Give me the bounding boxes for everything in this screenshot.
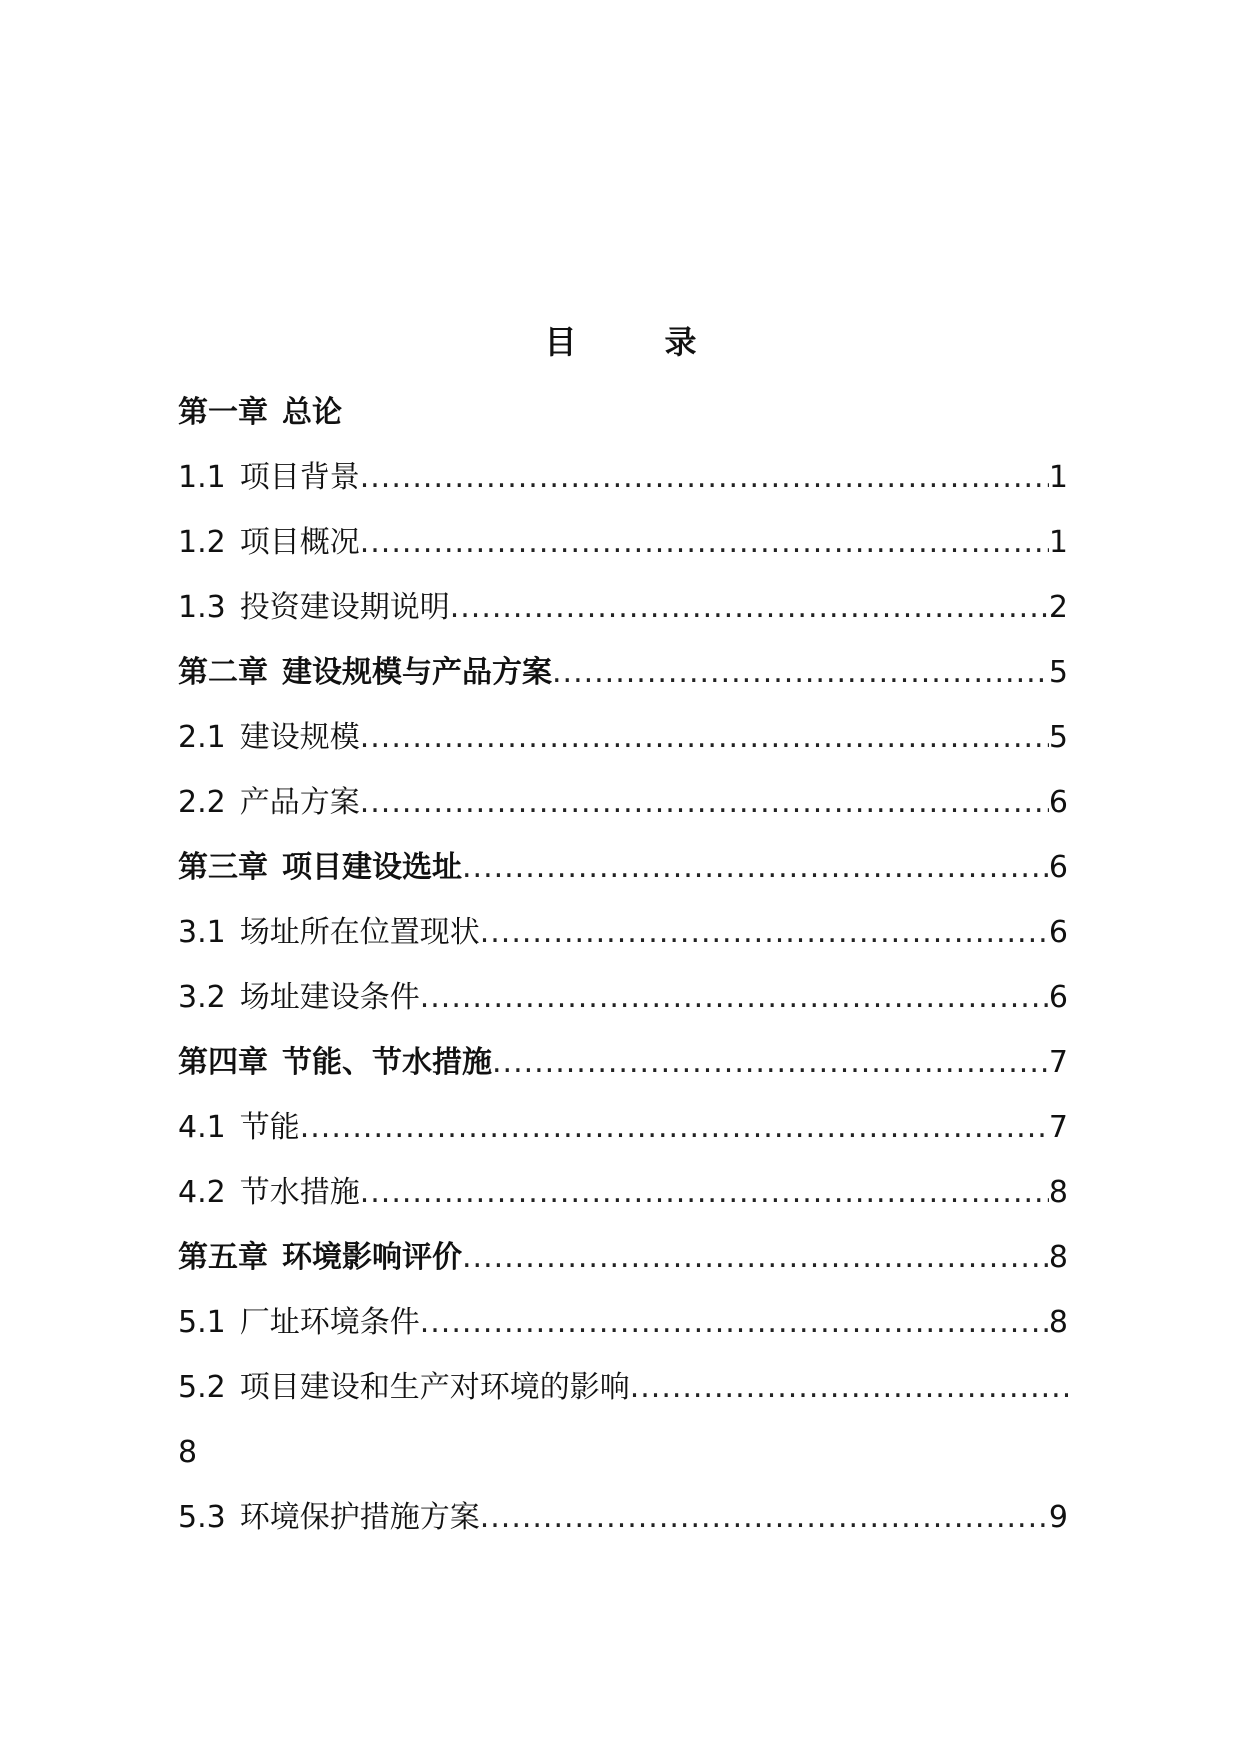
toc-wrapped-page-line[interactable] bbox=[178, 1420, 1068, 1485]
toc-entry-number: 1.3 bbox=[178, 590, 226, 625]
toc-entry-label bbox=[178, 445, 360, 510]
toc-page-number: 5 bbox=[1048, 655, 1068, 690]
toc-page-number: 5 bbox=[1048, 720, 1068, 755]
toc-page-number: 6 bbox=[1048, 915, 1068, 950]
toc-entry-text: 项目概况 bbox=[239, 525, 360, 560]
toc-entry-text: 节能 bbox=[239, 1110, 300, 1145]
toc-entry-number: 2.1 bbox=[178, 720, 226, 755]
toc-entry-text: 产品方案 bbox=[239, 785, 360, 820]
toc-entry-number: 4.1 bbox=[178, 1110, 226, 1145]
toc-entry-label bbox=[178, 835, 462, 900]
toc-entry-number: 第二章 bbox=[178, 655, 268, 690]
toc-entry-number: 2.2 bbox=[178, 785, 226, 820]
toc-entry-text: 厂址环境条件 bbox=[239, 1305, 420, 1340]
toc-chapter-entry[interactable] bbox=[178, 640, 1068, 705]
toc-entry-number: 5.1 bbox=[178, 1305, 226, 1340]
toc-leader-dots bbox=[360, 510, 1049, 575]
toc-entry-text: 环境影响评价 bbox=[282, 1240, 462, 1275]
toc-entry-number: 1.1 bbox=[178, 460, 226, 495]
toc-entry-text: 环境保护措施方案 bbox=[239, 1500, 480, 1535]
toc-section-entry[interactable] bbox=[178, 1290, 1068, 1355]
toc-entry-number: 3.2 bbox=[178, 980, 226, 1015]
toc-entry-label bbox=[178, 705, 360, 770]
toc-entry-label bbox=[178, 575, 450, 640]
toc-entry-text: 节水措施 bbox=[239, 1175, 360, 1210]
toc-section-entry[interactable] bbox=[178, 770, 1068, 835]
toc-leader-dots bbox=[420, 965, 1049, 1030]
toc-section-entry[interactable] bbox=[178, 965, 1068, 1030]
toc-section-entry[interactable] bbox=[178, 900, 1068, 965]
toc-leader-dots bbox=[480, 900, 1049, 965]
toc-page-number: 1 bbox=[1048, 525, 1068, 560]
toc-leader-dots bbox=[360, 770, 1049, 835]
toc-entry-label bbox=[178, 1160, 360, 1225]
toc-page-number: 7 bbox=[1048, 1110, 1068, 1145]
toc-section-entry[interactable] bbox=[178, 705, 1068, 770]
toc-page-number: 8 bbox=[178, 1435, 198, 1470]
toc-entry-number: 第一章 bbox=[178, 395, 268, 430]
toc-entry-text: 建设规模 bbox=[239, 720, 360, 755]
toc-leader-dots bbox=[300, 1095, 1049, 1160]
toc-entry-label bbox=[178, 965, 420, 1030]
toc-entry-number: 5.3 bbox=[178, 1500, 226, 1535]
toc-leader-dots bbox=[492, 1030, 1049, 1095]
toc-section-entry[interactable] bbox=[178, 1095, 1068, 1160]
toc-leader-dots bbox=[552, 640, 1049, 705]
toc-section-entry[interactable] bbox=[178, 1160, 1068, 1225]
toc-entry-label bbox=[178, 1030, 492, 1095]
toc-leader-dots bbox=[630, 1355, 1068, 1420]
toc-leader-dots bbox=[480, 1485, 1049, 1550]
toc-page-number: 6 bbox=[1048, 785, 1068, 820]
toc-page-number: 6 bbox=[1048, 980, 1068, 1015]
toc-section-entry[interactable] bbox=[178, 445, 1068, 510]
toc-entry-number: 第三章 bbox=[178, 850, 268, 885]
toc-page-number: 9 bbox=[1048, 1500, 1068, 1535]
toc-chapter-entry[interactable] bbox=[178, 1225, 1068, 1290]
toc-leader-dots bbox=[420, 1290, 1049, 1355]
toc-page-number: 1 bbox=[1048, 460, 1068, 495]
toc-entry-number: 第四章 bbox=[178, 1045, 268, 1080]
toc-entry-number: 第五章 bbox=[178, 1240, 268, 1275]
toc-section-entry[interactable] bbox=[178, 575, 1068, 640]
toc-chapter-entry[interactable] bbox=[178, 380, 1068, 445]
toc-entry-number: 3.1 bbox=[178, 915, 226, 950]
toc-entry-number: 5.2 bbox=[178, 1370, 226, 1405]
toc-page-number: 8 bbox=[1048, 1240, 1068, 1275]
toc-page-number: 8 bbox=[1048, 1175, 1068, 1210]
toc-entry-label bbox=[178, 900, 480, 965]
toc-chapter-entry[interactable] bbox=[178, 1030, 1068, 1095]
toc-entry-label bbox=[178, 1355, 630, 1420]
toc-entry-label bbox=[178, 770, 360, 835]
toc-leader-dots bbox=[462, 1225, 1049, 1290]
toc-entry-text: 总论 bbox=[282, 395, 342, 430]
toc-entry-text: 节能、节水措施 bbox=[282, 1045, 492, 1080]
toc-entry-label bbox=[178, 1290, 420, 1355]
toc-page-number: 6 bbox=[1048, 850, 1068, 885]
table-of-contents bbox=[178, 380, 1068, 1550]
toc-entry-label bbox=[178, 380, 342, 445]
toc-section-entry[interactable] bbox=[178, 510, 1068, 575]
toc-leader-dots bbox=[360, 705, 1049, 770]
toc-entry-text: 建设规模与产品方案 bbox=[282, 655, 552, 690]
toc-entry-label bbox=[178, 1225, 462, 1290]
toc-title: 目 录 bbox=[544, 323, 725, 361]
toc-page-number: 8 bbox=[1048, 1305, 1068, 1340]
toc-entry-text: 投资建设期说明 bbox=[239, 590, 450, 625]
toc-page-number: 7 bbox=[1048, 1045, 1068, 1080]
toc-entry-number: 1.2 bbox=[178, 525, 226, 560]
toc-entry-label bbox=[178, 510, 360, 575]
toc-section-entry[interactable] bbox=[178, 1485, 1068, 1550]
toc-entry-text: 项目背景 bbox=[239, 460, 360, 495]
toc-chapter-entry[interactable] bbox=[178, 835, 1068, 900]
toc-section-entry[interactable] bbox=[178, 1355, 1068, 1420]
toc-leader-dots bbox=[462, 835, 1049, 900]
toc-entry-label bbox=[178, 640, 552, 705]
toc-entry-label bbox=[178, 1485, 480, 1550]
toc-entry-label bbox=[178, 1095, 300, 1160]
toc-entry-number: 4.2 bbox=[178, 1175, 226, 1210]
toc-entry-text: 项目建设选址 bbox=[282, 850, 462, 885]
toc-leader-dots bbox=[450, 575, 1049, 640]
toc-page-number: 2 bbox=[1048, 590, 1068, 625]
toc-leader-dots bbox=[360, 445, 1049, 510]
toc-entry-text: 场址所在位置现状 bbox=[239, 915, 480, 950]
toc-entry-text: 项目建设和生产对环境的影响 bbox=[239, 1370, 630, 1405]
toc-leader-dots bbox=[360, 1160, 1049, 1225]
toc-entry-text: 场址建设条件 bbox=[239, 980, 420, 1015]
